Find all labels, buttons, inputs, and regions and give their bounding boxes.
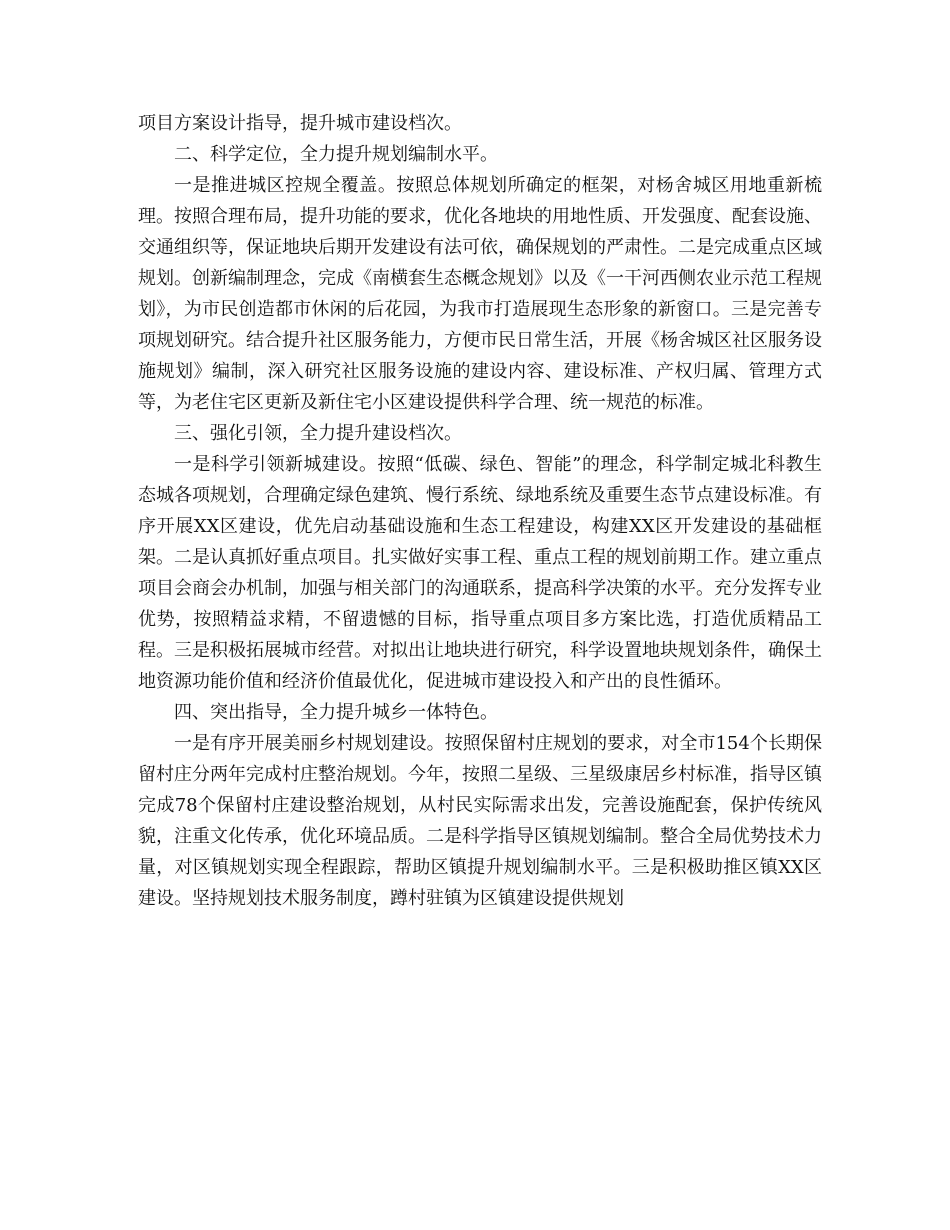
section-heading-3: 三、强化引领，全力提升建设档次。 xyxy=(174,423,462,444)
section-heading-2: 二、科学定位，全力提升规划编制水平。 xyxy=(174,144,498,165)
body-paragraph-construction: 一是科学引领新城建设。按照“低碳、绿色、智能”的理念，科学制定城北科教生态城各项规划，合理确定绿色建筑、慢行系统、绿地系统及重要生态节点建设标准。有序开展XX区建设，优先启动基础设施和生态工程建设，构建XX区开发建设的基础框架。二是认真抓好重点项目。扎实做好实事工程、重点工程的规划前期工作。建立重点项目会商会办机制，加强与相关部门的沟通联系，提高科学决策的水平。充分发挥专业优势，按照精益求精，不留遗憾的目标，指导重点项目多方案比选，打造优质精品工程。三是积极拓展城市经营。对拟出让地块进行研究，科学设置地块规划条件，确保土地资源功能价值和经济价值最优化，促进城市建设投入和产出的良性循环。 xyxy=(138,454,822,692)
document-page xyxy=(138,108,822,914)
body-paragraph-rural: 一是有序开展美丽乡村规划建设。按照保留村庄规划的要求，对全市154个长期保留村庄分两年完成村庄整治规划。今年，按照二星级、三星级康居乡村标准，指导区镇完成78个保留村庄建设整治规划，从村民实际需求出发，完善设施配套，保护传统风貌，注重文化传承，优化环境品质。二是科学指导区镇规划编制。整合全局优势技术力量，对区镇规划实现全程跟踪，帮助区镇提升规划编制水平。三是积极助推区镇XX区建设。坚持规划技术服务制度，蹲村驻镇为区镇建设提供规划 xyxy=(138,733,822,909)
paragraph-continuation: 项目方案设计指导，提升城市建设档次。 xyxy=(138,113,462,134)
body-paragraph-planning: 一是推进城区控规全覆盖。按照总体规划所确定的框架，对杨舍城区用地重新梳理。按照合理布局，提升功能的要求，优化各地块的用地性质、开发强度、配套设施、交通组织等，保证地块后期开发建设有法可依，确保规划的严肃性。二是完成重点区域规划。创新编制理念，完成《南横套生态概念规划》以及《一干河西侧农业示范工程规划》，为市民创造都市休闲的后花园，为我市打造展现生态形象的新窗口。三是完善专项规划研究。结合提升社区服务能力，方便市民日常生活，开展《杨舍城区社区服务设施规划》编制，深入研究社区服务设施的建设内容、建设标准、产权归属、管理方式等，为老住宅区更新及新住宅小区建设提供科学合理、统一规范的标准。 xyxy=(138,175,822,413)
section-heading-4: 四、突出指导，全力提升城乡一体特色。 xyxy=(174,702,498,723)
